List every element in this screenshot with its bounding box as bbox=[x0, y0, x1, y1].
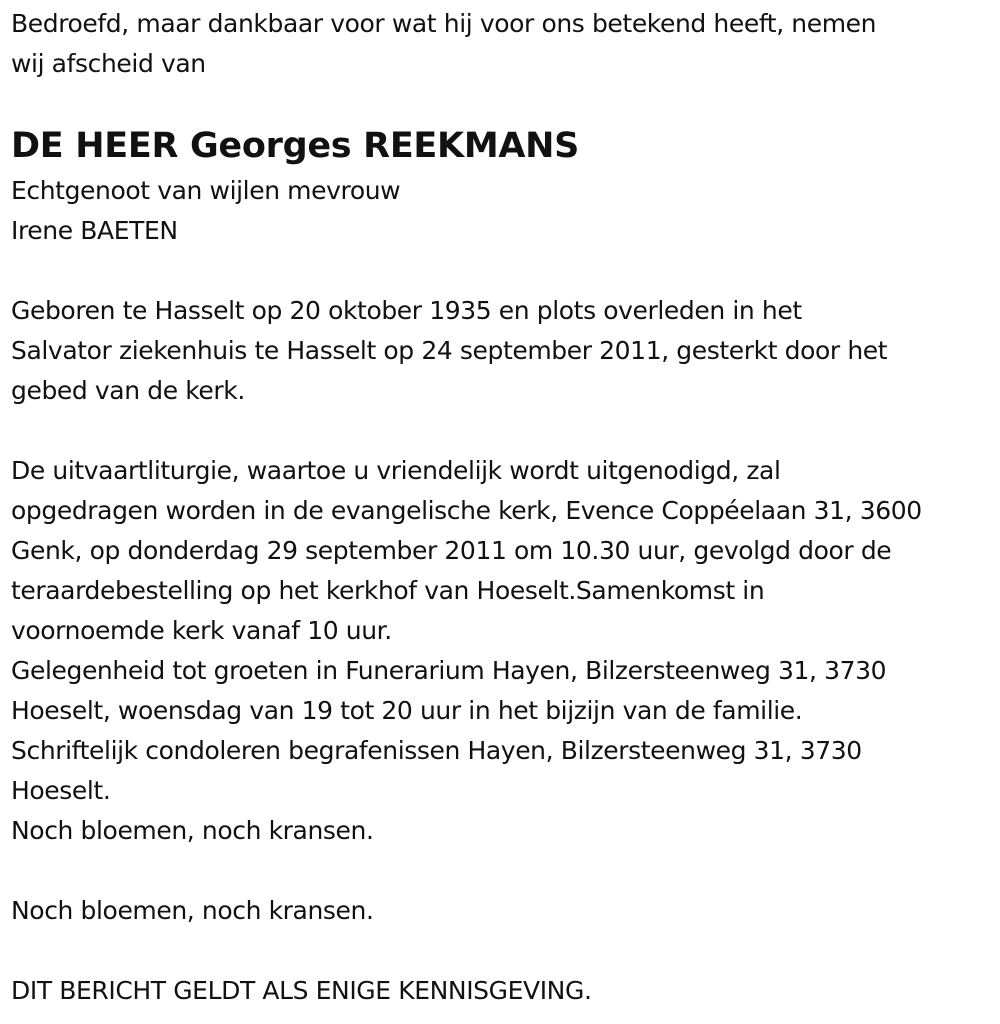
intro-paragraph bbox=[11, 4, 996, 84]
birth-death-line-1: Geboren te Hasselt op 20 oktober 1935 en plots overleden in het bbox=[11, 296, 802, 325]
birth-death-line-2: Salvator ziekenhuis te Hasselt op 24 september 2011, gesterkt door het bbox=[11, 336, 888, 365]
birth-death-line-3: gebed van de kerk. bbox=[11, 376, 245, 405]
funeral-paragraph bbox=[11, 451, 996, 851]
intro-line-1: Bedroefd, maar dankbaar voor wat hij voor ons betekend heeft, nemen bbox=[11, 9, 877, 38]
spacer bbox=[11, 411, 996, 451]
closing-notice: DIT BERICHT GELDT ALS ENIGE KENNISGEVING. bbox=[11, 976, 592, 1005]
funeral-line-7: Hoeselt, woensdag van 19 tot 20 uur in het bijzijn van de familie. bbox=[11, 696, 803, 725]
funeral-line-8: Schriftelijk condoleren begrafenissen Hayen, Bilzersteenweg 31, 3730 bbox=[11, 736, 862, 765]
funeral-line-1: De uitvaartliturgie, waartoe u vriendelijk wordt uitgenodigd, zal bbox=[11, 456, 781, 485]
spouse-line-2: Irene BAETEN bbox=[11, 216, 178, 245]
flowers-note: Noch bloemen, noch kransen. bbox=[11, 896, 374, 925]
intro-line-2: wij afscheid van bbox=[11, 49, 206, 78]
spouse-line-1: Echtgenoot van wijlen mevrouw bbox=[11, 176, 401, 205]
funeral-line-2: opgedragen worden in de evangelische kerk, Evence Coppéelaan 31, 3600 bbox=[11, 496, 922, 525]
funeral-line-4: teraardebestelling op het kerkhof van Hoeselt.Samenkomst in bbox=[11, 576, 765, 605]
funeral-line-10: Noch bloemen, noch kransen. bbox=[11, 816, 374, 845]
death-notice bbox=[11, 0, 996, 1011]
deceased-name: DE HEER Georges REEKMANS bbox=[11, 126, 580, 166]
funeral-line-6: Gelegenheid tot groeten in Funerarium Hayen, Bilzersteenweg 31, 3730 bbox=[11, 656, 887, 685]
funeral-line-5: voornoemde kerk vanaf 10 uur. bbox=[11, 616, 392, 645]
spacer bbox=[11, 931, 996, 971]
birth-death-paragraph bbox=[11, 291, 996, 411]
funeral-line-9: Hoeselt. bbox=[11, 776, 111, 805]
funeral-line-3: Genk, op donderdag 29 september 2011 om 10.30 uur, gevolgd door de bbox=[11, 536, 892, 565]
spacer bbox=[11, 251, 996, 291]
spacer bbox=[11, 851, 996, 891]
